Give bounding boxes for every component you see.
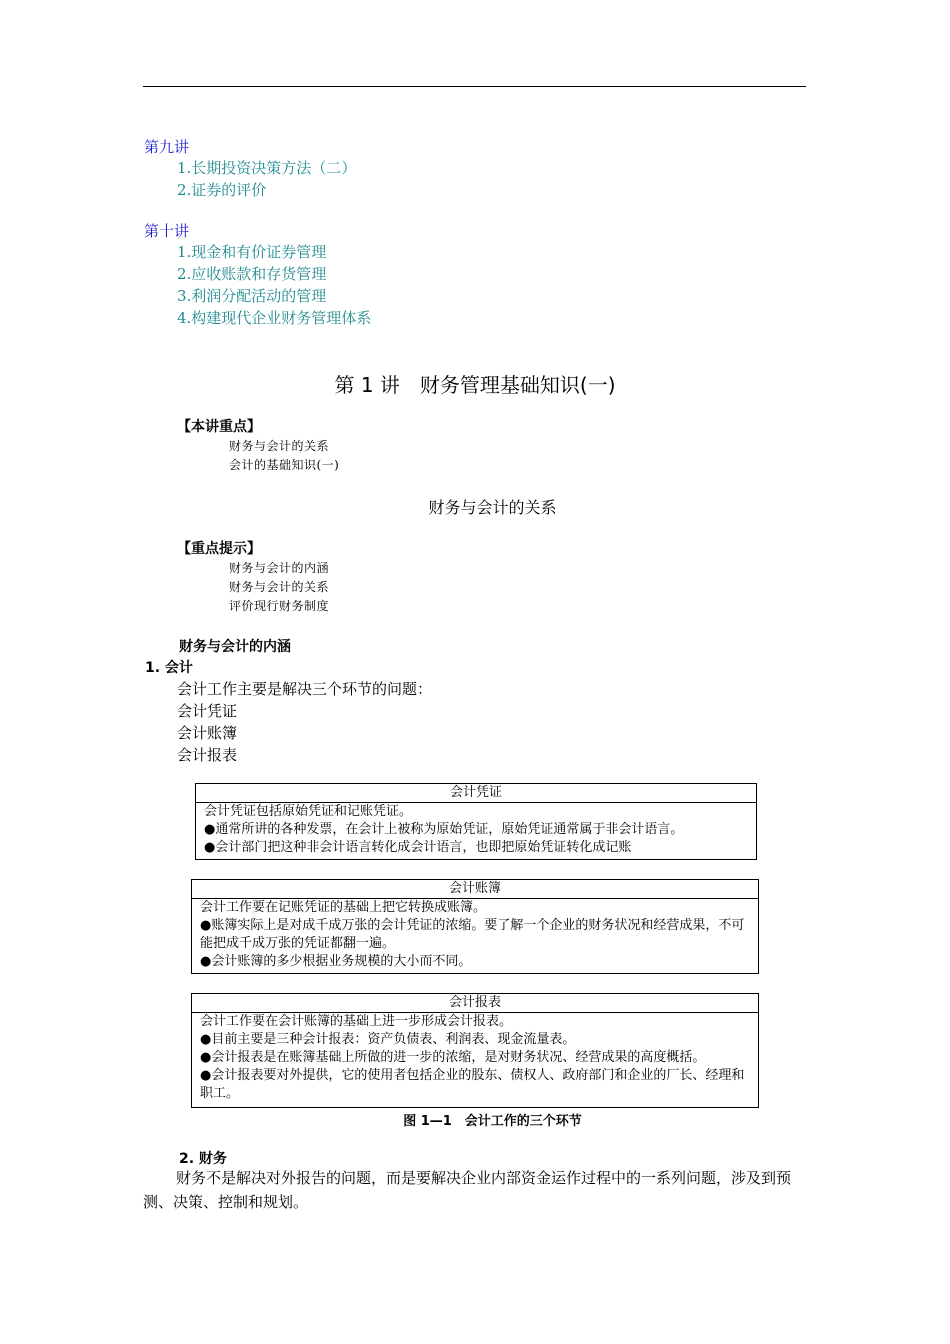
ledger-box [191,879,759,974]
voucher-box [195,783,757,860]
accounting-intro: 会计工作主要是解决三个环节的问题： [177,680,433,698]
hints-label: 【重点提示】 [177,541,261,557]
finance-heading: 2. 财务 [179,1151,227,1167]
ledger-box-title: 会计账簿 [192,880,758,899]
report-box-line: ●目前主要是三种会计报表：资产负债表、利润表、现金流量表。 [200,1032,576,1047]
report-box-line: 会计工作要在会计账簿的基础上进一步形成会计报表。 [200,1014,513,1029]
ledger-box-line: 会计工作要在记账凭证的基础上把它转换成账簿。 [200,900,487,915]
hint-item: 财务与会计的关系 [229,580,330,594]
report-box-line: ●会计报表是在账簿基础上所做的进一步的浓缩，是对财务状况、经营成果的高度概括。 [200,1050,706,1065]
report-box [191,993,759,1108]
accounting-heading: 1. 会计 [145,660,193,676]
accounting-item: 会计凭证 [177,702,238,720]
toc-lecture10-item[interactable]: 4.构建现代企业财务管理体系 [177,309,372,327]
toc-lecture10-heading[interactable]: 第十讲 [144,222,190,240]
ledger-box-line: ●会计账簿的多少根据业务规模的大小而不同。 [200,954,472,969]
finance-text: 财务不是解决对外报告的问题，而是要解决企业内部资金运作过程中的一系列问题，涉及到预测、决策、控制和规划。 [143,1169,792,1211]
key-points-label: 【本讲重点】 [177,419,261,435]
report-box-line: ●会计报表要对外提供，它的使用者包括企业的股东、债权人、政府部门和企业的厂长、经理和职工。 [200,1068,745,1101]
header-rule [143,86,806,87]
toc-lecture9-heading[interactable]: 第九讲 [144,138,190,156]
lecture-title: 第 1 讲 财务管理基础知识(一) [334,373,616,397]
subheading: 财务与会计的内涵 [179,639,291,655]
report-box-title: 会计报表 [192,994,758,1013]
voucher-box-title: 会计凭证 [196,784,756,803]
toc-lecture10-item[interactable]: 1.现金和有价证券管理 [177,243,327,261]
ledger-box-line: ●账簿实际上是对成千成万张的会计凭证的浓缩。要了解一个企业的财务状况和经营成果，不可能把成千成万张的凭证都翻一遍。 [200,918,745,951]
key-point-item: 财务与会计的关系 [229,439,330,453]
accounting-item: 会计账簿 [177,724,238,742]
toc-lecture9-item[interactable]: 1.长期投资决策方法（二） [177,159,357,177]
toc-lecture10-item[interactable]: 3.利润分配活动的管理 [177,287,327,305]
key-point-item: 会计的基础知识(一) [229,458,340,472]
toc-lecture10-item[interactable]: 2.应收账款和存货管理 [177,265,327,283]
hint-item: 财务与会计的内涵 [229,561,330,575]
hint-item: 评价现行财务制度 [229,599,330,613]
accounting-item: 会计报表 [177,746,238,764]
voucher-box-line: 会计凭证包括原始凭证和记账凭证。 [204,804,413,819]
section-title: 财务与会计的关系 [428,498,557,517]
voucher-box-line: ●通常所讲的各种发票，在会计上被称为原始凭证，原始凭证通常属于非会计语言。 [204,822,684,837]
figure-caption: 图 1—1 会计工作的三个环节 [403,1114,582,1129]
voucher-box-line: ●会计部门把这种非会计语言转化成会计语言，也即把原始凭证转化成记账 [204,840,632,855]
toc-lecture9-item[interactable]: 2.证券的评价 [177,181,267,199]
